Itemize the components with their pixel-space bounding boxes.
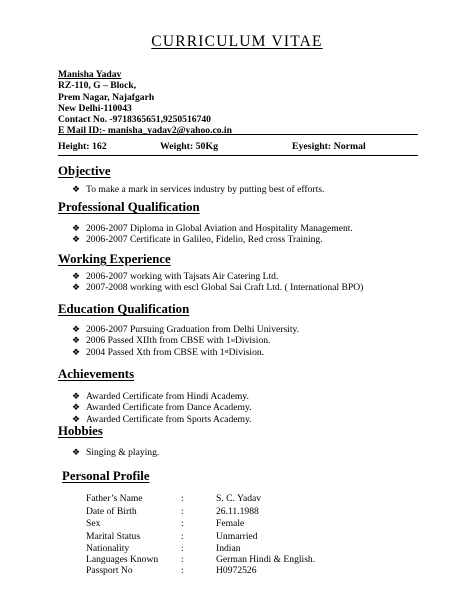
list-item: ❖ 2006-2007 working with Tajsats Air Catering Ltd.	[72, 271, 279, 283]
table-row: Sex : Female	[86, 518, 245, 529]
address-line-3: New Delhi-110043	[58, 102, 132, 114]
table-row: Languages Known : German Hindi & English.	[86, 554, 316, 565]
email-link[interactable]: manisha_yadav2@yahoo.co.in	[107, 125, 232, 137]
list-item: ❖ 2004 Passed Xth from CBSE with 1 st Division.	[72, 346, 265, 358]
height-value: Height: 162	[58, 141, 107, 152]
table-row: Father’s Name : S. C. Yadav	[86, 493, 262, 504]
divider-top	[58, 134, 418, 135]
diamond-bullet-icon: ❖	[72, 184, 81, 195]
section-heading-objective: Objective	[58, 164, 111, 178]
contact-block	[58, 69, 232, 137]
list-item: ❖ To make a mark in services industry by putting best of efforts.	[72, 184, 325, 196]
divider-bottom	[58, 155, 418, 156]
diamond-bullet-icon: ❖	[72, 234, 81, 245]
table-row: Nationality : Indian	[86, 543, 241, 554]
diamond-bullet-icon: ❖	[72, 282, 81, 293]
diamond-bullet-icon: ❖	[72, 335, 81, 346]
list-item: ❖ 2006-2007 Certificate in Galileo, Fidelio, Red cross Training.	[72, 234, 323, 246]
hobbies-list	[72, 447, 159, 458]
list-item: ❖ 2006-2007 Pursuing Graduation from Delhi University.	[72, 324, 300, 336]
list-item: ❖ 2006-2007 Diploma in Global Aviation and Hospitality Management.	[72, 223, 353, 235]
email-line	[58, 125, 232, 136]
diamond-bullet-icon: ❖	[72, 413, 81, 424]
section-heading-experience: Working Experience	[58, 252, 171, 266]
contact-number: Contact No. -9718365651,9250516740	[58, 114, 211, 126]
diamond-bullet-icon: ❖	[72, 391, 81, 402]
list-item: ❖ Awarded Certificate from Hindi Academy.	[72, 391, 249, 403]
email-label: E Mail ID:-	[58, 125, 108, 137]
list-item: ❖ Singing & playing.	[72, 447, 160, 459]
eyesight-value: Eyesight: Normal	[292, 141, 366, 152]
page-title: CURRICULUM VITAE	[151, 33, 323, 50]
list-item: ❖ 2006 Passed XIIth from CBSE with 1 st Division.	[72, 335, 271, 347]
education-list	[72, 324, 299, 358]
section-heading-achievements: Achievements	[58, 367, 135, 381]
section-heading-personal-profile: Personal Profile	[62, 469, 150, 483]
diamond-bullet-icon: ❖	[72, 447, 81, 458]
list-item: ❖ 2007-2008 working with escl Global Sai Craft Ltd. ( International BPO)	[72, 282, 364, 294]
section-heading-education: Education Qualification	[58, 302, 190, 316]
list-item: ❖ Awarded Certificate from Sports Academy.	[72, 413, 252, 425]
list-item: ❖ Awarded Certificate from Dance Academy.	[72, 402, 252, 414]
candidate-name: Manisha Yadav	[58, 69, 122, 80]
table-row: Passport No : H0972526	[86, 565, 257, 576]
diamond-bullet-icon: ❖	[72, 223, 81, 234]
table-row: Date of Birth : 26.11.1988	[86, 506, 259, 517]
table-row: Marital Status : Unmarried	[86, 531, 258, 542]
diamond-bullet-icon: ❖	[72, 271, 81, 282]
qualification-list	[72, 223, 353, 246]
weight-value: Weight: 50Kg	[160, 141, 218, 152]
address-line-1: RZ-110, G – Block,	[58, 80, 137, 92]
diamond-bullet-icon: ❖	[72, 402, 81, 413]
achievements-list	[72, 391, 252, 425]
experience-list	[72, 271, 363, 294]
section-heading-qualification: Professional Qualification	[58, 200, 200, 214]
diamond-bullet-icon: ❖	[72, 324, 81, 335]
diamond-bullet-icon: ❖	[72, 346, 81, 357]
objective-list	[72, 184, 324, 195]
address-line-2: Prem Nagar, Najafgarh	[58, 91, 155, 103]
section-heading-hobbies: Hobbies	[58, 424, 103, 438]
